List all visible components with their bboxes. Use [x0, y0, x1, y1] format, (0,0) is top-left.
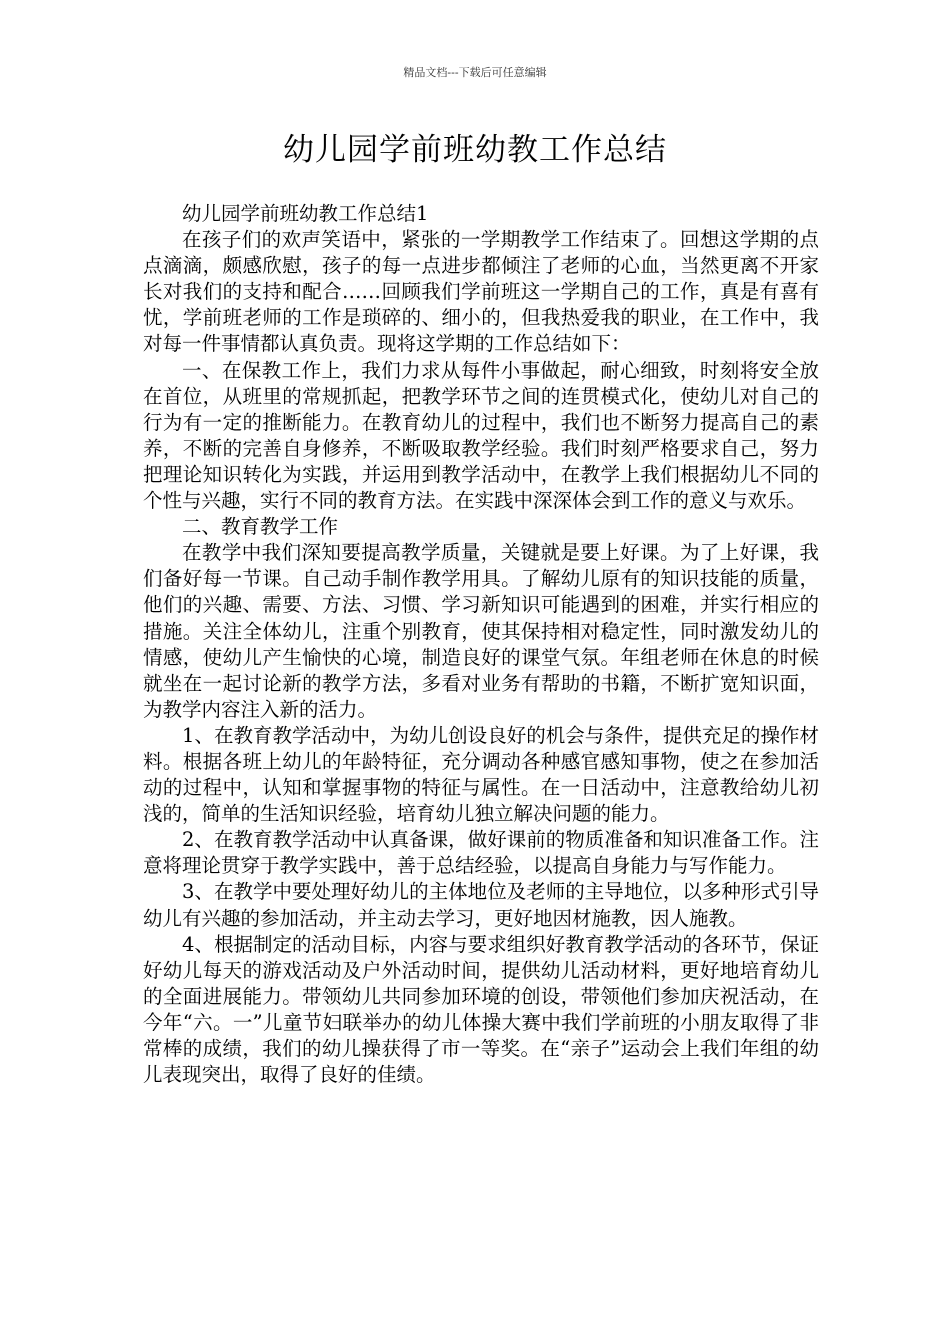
list-item-1: 1、在教育教学活动中，为幼儿创设良好的机会与条件，提供充足的操作材料。根据各班上幼儿的年龄特征，充分调动各种感官感知事物，使之在参加活动的过程中，认知和掌握事物的特征与属性。在一日活动中，注意教给幼儿初浅的，简单的生活知识经验，培育幼儿独立解决问题的能力。	[143, 723, 819, 826]
intro-paragraph: 在孩子们的欢声笑语中，紧张的一学期教学工作结束了。回想这学期的点点滴滴，颇感欣慰，孩子的每一点进步都倾注了老师的心血，当然更离不开家长对我们的支持和配合……回顾我们学前班这一学期自己的工作，真是有喜有忧，学前班老师的工作是琐碎的、细小的，但我热爱我的职业，在工作中，我对每一件事情都认真负责。现将这学期的工作总结如下：	[143, 228, 819, 356]
list-item-4: 4、根据制定的活动目标，内容与要求组织好教育教学活动的各环节，保证好幼儿每天的游戏活动及户外活动时间，提供幼儿活动材料，更好地培育幼儿的全面进展能力。带领幼儿共同参加环境的创设，带领他们参加庆祝活动，在今年“六。一”儿童节妇联举办的幼儿体操大赛中我们学前班的小朋友取得了非常棒的成绩，我们的幼儿操获得了市一等奖。在“亲子”运动会上我们年组的幼儿表现突出，取得了良好的佳绩。	[143, 932, 819, 1087]
page-header-note: 精品文档---下载后可任意编辑	[403, 66, 547, 79]
list-item-2: 2、在教育教学活动中认真备课，做好课前的物质准备和知识准备工作。注意将理论贯穿于教学实践中，善于总结经验，以提高自身能力与写作能力。	[143, 828, 819, 878]
document-body	[143, 201, 819, 1088]
teaching-quality-paragraph: 在教学中我们深知要提高教学质量，关键就是要上好课。为了上好课，我们备好每一节课。自己动手制作教学用具。了解幼儿原有的知识技能的质量，他们的兴趣、需要、方法、习惯、学习新知识可能遇到的困难，并实行相应的措施。关注全体幼儿，注重个别教育，使其保持相对稳定性，同时激发幼儿的情感，使幼儿产生愉快的心境，制造良好的课堂气氛。年组老师在休息的时候就坐在一起讨论新的教学方法，多看对业务有帮助的书籍，不断扩宽知识面，为教学内容注入新的活力。	[143, 541, 819, 721]
care-work-paragraph: 一、在保教工作上，我们力求从每件小事做起，耐心细致，时刻将安全放在首位，从班里的常规抓起，把教学环节之间的连贯模式化，使幼儿对自己的行为有一定的推断能力。在教育幼儿的过程中，我们也不断努力提高自己的素养，不断的完善自身修养，不断吸取教学经验。我们时刻严格要求自己，努力把理论知识转化为实践，并运用到教学活动中，在教学上我们根据幼儿不同的个性与兴趣，实行不同的教育方法。在实践中深深体会到工作的意义与欢乐。	[143, 358, 819, 513]
list-item-3: 3、在教学中要处理好幼儿的主体地位及老师的主导地位，以多种形式引导幼儿有兴趣的参加活动，并主动去学习，更好地因材施教，因人施教。	[143, 880, 819, 930]
teaching-work-heading: 二、教育教学工作	[182, 515, 339, 539]
section-heading-1: 幼儿园学前班幼教工作总结1	[182, 202, 429, 225]
document-title: 幼儿园学前班幼教工作总结	[283, 132, 667, 168]
